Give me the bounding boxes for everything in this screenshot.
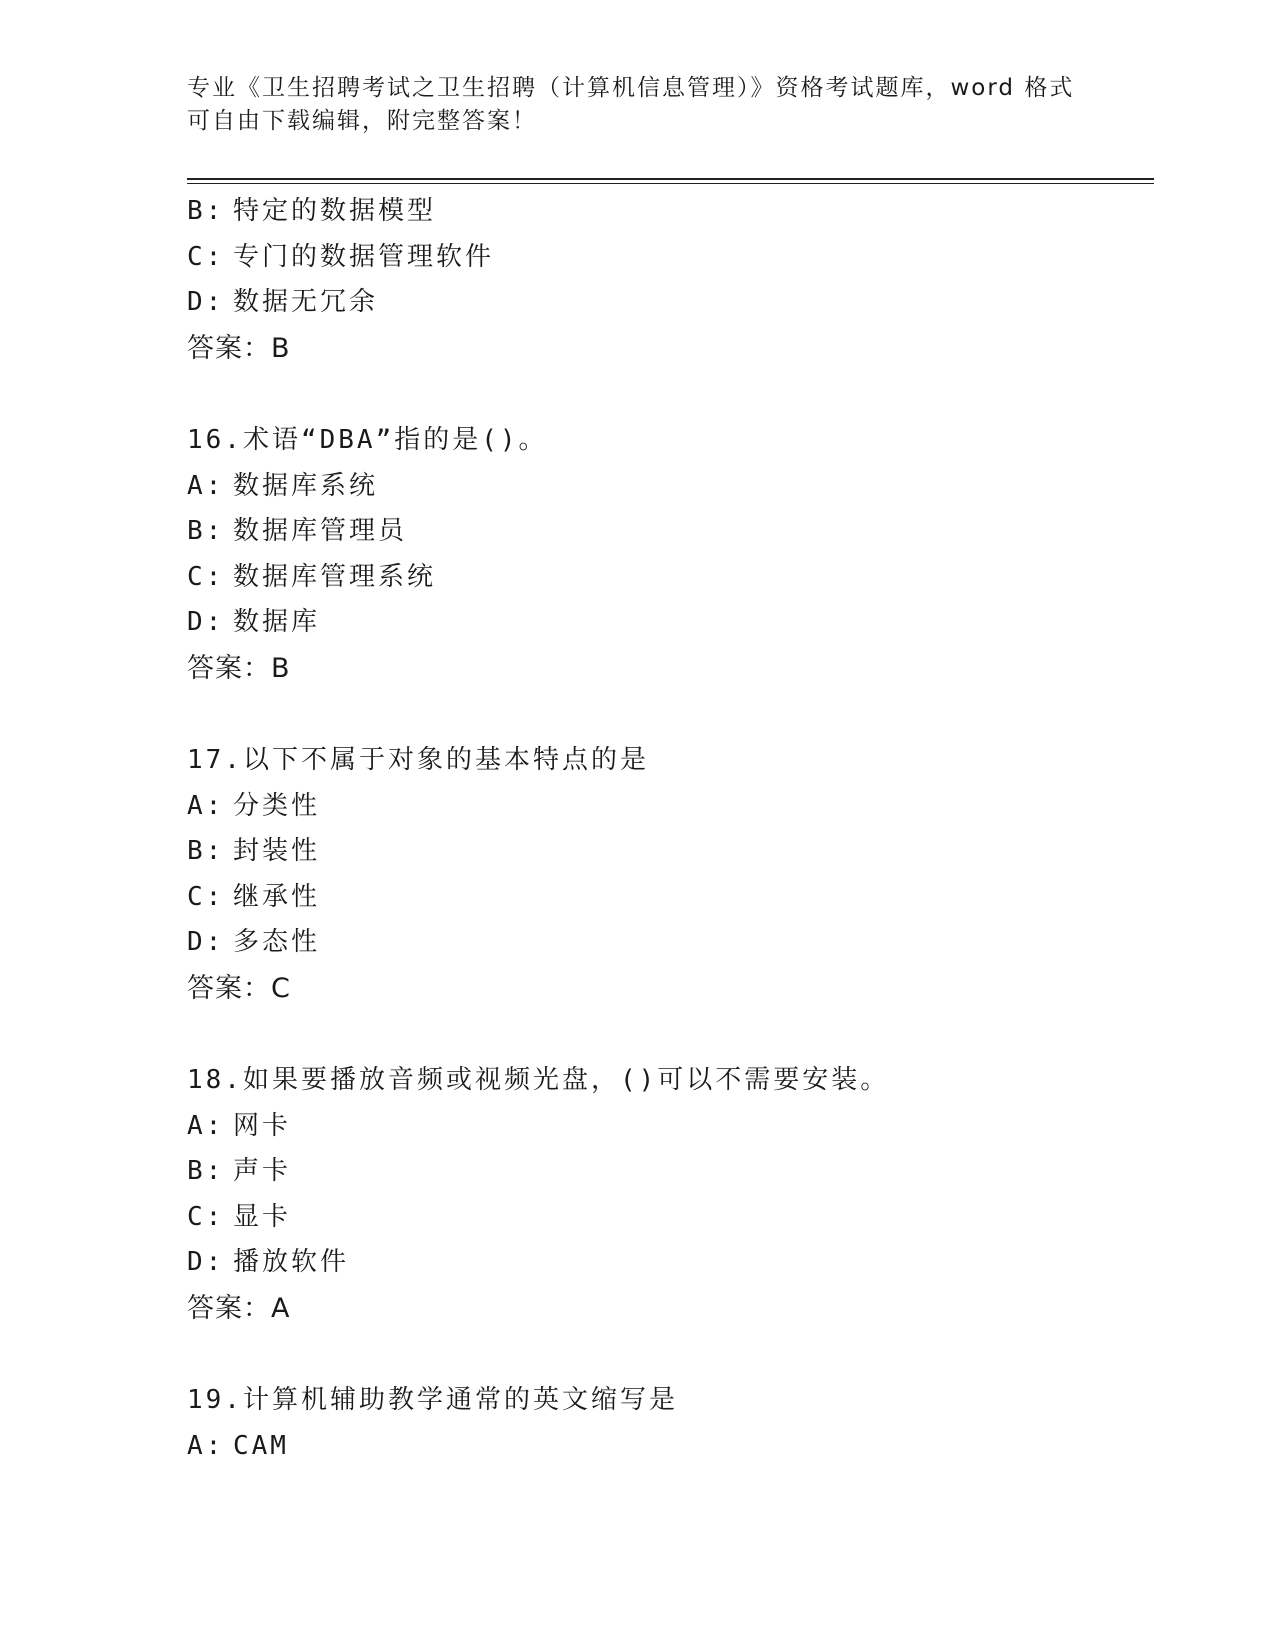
option-letter: D: (187, 927, 225, 957)
question-15-continued (187, 189, 1147, 371)
option-text: 网卡 (233, 1110, 292, 1141)
answer-line: 答案：B (187, 332, 291, 364)
question-stem: 19.计算机辅助教学通常的英文缩写是 (187, 1385, 678, 1415)
option-b (187, 829, 1147, 875)
option-text: 播放软件 (233, 1247, 350, 1277)
question-16 (187, 418, 1147, 691)
question-list (187, 189, 1147, 1469)
option-b (187, 189, 1147, 235)
option-a (187, 1104, 1147, 1150)
document-header (187, 72, 1087, 138)
option-b (187, 1149, 1147, 1195)
option-letter: A: (187, 1110, 225, 1141)
question-19 (187, 1378, 1147, 1469)
option-text: 显卡 (233, 1201, 292, 1232)
option-text: 数据无冗余 (233, 287, 379, 317)
option-letter: D: (187, 1247, 225, 1277)
option-c (187, 1195, 1147, 1241)
option-letter: D: (187, 287, 225, 317)
option-text: 封装性 (233, 836, 321, 866)
option-text: 专门的数据管理软件 (233, 241, 495, 272)
option-b (187, 509, 1147, 555)
question-stem: 17.以下不属于对象的基本特点的是 (187, 745, 649, 775)
option-text: 数据库系统 (233, 470, 379, 501)
option-c (187, 555, 1147, 601)
question-stem: 18.如果要播放音频或视频光盘，()可以不需要安装。 (187, 1065, 890, 1095)
option-d (187, 600, 1147, 646)
option-letter: B: (187, 196, 225, 226)
answer-line: 答案：B (187, 652, 291, 684)
option-c (187, 875, 1147, 921)
option-a (187, 784, 1147, 830)
option-a (187, 464, 1147, 510)
option-text: 数据库管理员 (233, 516, 408, 546)
option-text: 多态性 (233, 927, 321, 957)
option-text: 继承性 (233, 881, 321, 912)
option-text: 分类性 (233, 790, 321, 821)
option-letter: D: (187, 607, 225, 637)
answer-line: 答案：C (187, 972, 291, 1004)
question-stem: 16.术语“DBA”指的是()。 (187, 425, 548, 455)
header-line-2: 可自由下载编辑，附完整答案！ (187, 108, 537, 134)
option-text: 声卡 (233, 1156, 292, 1186)
question-18 (187, 1058, 1147, 1331)
spacer (187, 371, 1147, 418)
option-letter: B: (187, 1156, 225, 1186)
option-d (187, 280, 1147, 326)
option-letter: A: (187, 470, 225, 501)
option-letter: A: (187, 1430, 225, 1461)
option-c (187, 235, 1147, 281)
option-text: CAM (233, 1430, 289, 1461)
option-letter: C: (187, 561, 225, 592)
option-letter: C: (187, 881, 225, 912)
option-letter: C: (187, 1201, 225, 1232)
question-17 (187, 738, 1147, 1011)
option-letter: B: (187, 516, 225, 546)
option-text: 数据库 (233, 607, 321, 637)
option-a (187, 1424, 1147, 1470)
spacer (187, 1331, 1147, 1378)
option-letter: C: (187, 241, 225, 272)
header-divider-thick (187, 178, 1154, 180)
option-letter: A: (187, 790, 225, 821)
spacer (187, 691, 1147, 738)
option-text: 特定的数据模型 (233, 196, 437, 226)
spacer (187, 1011, 1147, 1058)
option-letter: B: (187, 836, 225, 866)
option-d (187, 920, 1147, 966)
answer-line: 答案：A (187, 1292, 291, 1324)
option-d (187, 1240, 1147, 1286)
option-text: 数据库管理系统 (233, 561, 437, 592)
header-divider-thin (187, 183, 1154, 184)
header-line-1: 专业《卫生招聘考试之卫生招聘（计算机信息管理）》资格考试题库，word 格式 (187, 75, 1075, 101)
